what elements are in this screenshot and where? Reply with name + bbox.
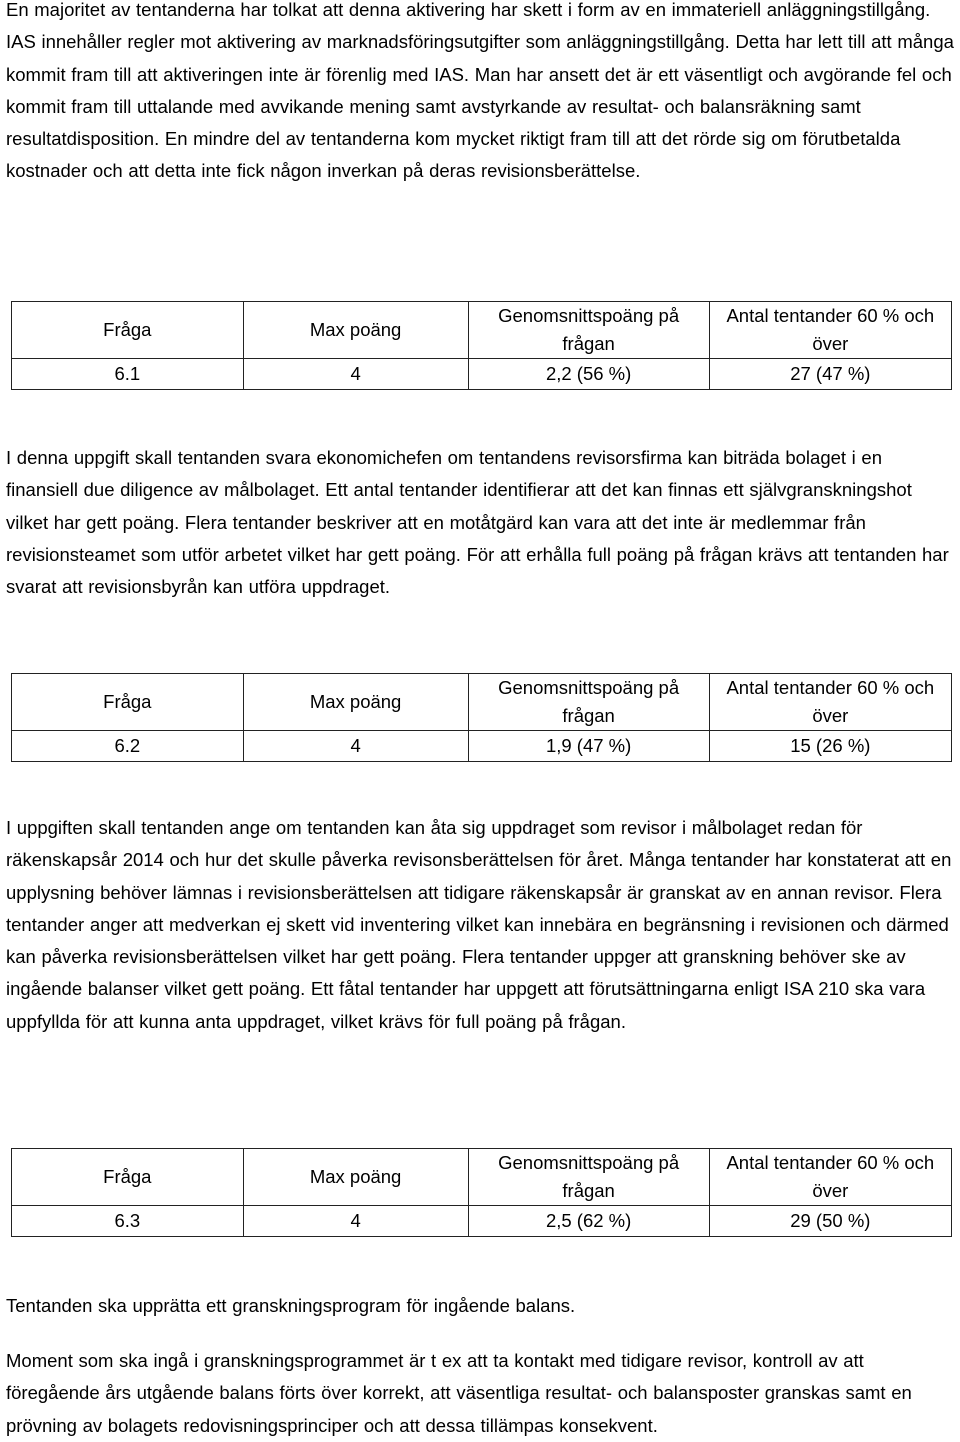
cell-max-poang: 4: [243, 1206, 468, 1237]
cell-fraga: 6.3: [12, 1206, 244, 1237]
cell-antal-tentander: 27 (47 %): [709, 359, 951, 390]
header-max-poang: Max poäng: [243, 674, 468, 731]
paragraph-moment: Moment som ska ingå i granskningsprogrammet är t ex att ta kontakt med tidigare revisor, kontroll av att föregående års utgående balans förts över korrekt, att väsentliga resultat- och balansposter granskas samt en prövning av bolagets redovisningsprinciper och att dessa tillämpas konsekvent.: [6, 1350, 912, 1436]
header-genomsnittspoang: Genomsnittspoäng på frågan: [468, 1149, 709, 1206]
cell-fraga: 6.1: [12, 359, 244, 390]
header-genomsnittspoang: Genomsnittspoäng på frågan: [468, 302, 709, 359]
table-header-row: [12, 1149, 952, 1206]
results-table-6-1: [11, 301, 952, 390]
header-antal-tentander: Antal tentander 60 % och över: [709, 302, 951, 359]
paragraph-granskningsprogram: Tentanden ska upprätta ett granskningsprogram för ingående balans.: [6, 1295, 576, 1316]
table-row: [12, 731, 952, 762]
table-row: [12, 1206, 952, 1237]
cell-antal-tentander: 15 (26 %): [709, 731, 951, 762]
table-header-row: [12, 674, 952, 731]
header-fraga: Fråga: [12, 302, 244, 359]
paragraph-aktivering: En majoritet av tentanderna har tolkat att denna aktivering har skett i form av en immateriell anläggningstillgång. IAS innehåller regler mot aktivering av marknadsföringsutgifter som anläggningstillgång. Detta har lett till att många kommit fram till att aktiveringen inte är förenlig med IAS. Man har ansett det är ett väsentligt och avgörande fel och kommit fram till uttalande med avvikande mening samt avstyrkande av resultat- och balansräkning samt resultatdisposition. En mindre del av tentanderna kom mycket riktigt fram till att det rörde sig om förutbetalda kostnader och att detta inte fick någon inverkan på deras revisionsberättelse.: [6, 0, 954, 182]
header-genomsnittspoang: Genomsnittspoäng på frågan: [468, 674, 709, 731]
header-max-poang: Max poäng: [243, 302, 468, 359]
table-row: [12, 359, 952, 390]
paragraph-due-diligence: I denna uppgift skall tentanden svara ekonomichefen om tentandens revisorsfirma kan biträda bolaget i en finansiell due diligence av målbolaget. Ett antal tentander identifierar att det kan finnas ett självgranskningshot vilket har gett poäng. Flera tentander beskriver att en motåtgärd kan vara att det inte är medlemmar från revisionsteamet som utför arbetet vilket har gett poäng. För att erhålla full poäng på frågan krävs att tentanden har svarat att revisionsbyrån kan utföra uppdraget.: [6, 447, 949, 598]
results-table-6-2: [11, 673, 952, 762]
header-antal-tentander: Antal tentander 60 % och över: [709, 1149, 951, 1206]
cell-antal-tentander: 29 (50 %): [709, 1206, 951, 1237]
header-fraga: Fråga: [12, 674, 244, 731]
paragraph-revisor-uppdrag: I uppgiften skall tentanden ange om tentanden kan åta sig uppdraget som revisor i målbolaget redan för räkenskapsår 2014 och hur det skulle påverka revisonsberättelsen för året. Många tentander har konstaterat att en upplysning behöver lämnas i revisionsberättelsen att tidigare räkenskapsår är granskat av en annan revisor. Flera tentander anger att medverkan ej skett vid inventering vilket kan innebära en begränsning i revisionen och därmed kan påverka revisionsberättelsen vilket har gett poäng. Flera tentander uppger att granskning behöver ske av ingående balanser vilket gett poäng. Ett fåtal tentander har uppgett att förutsättningarna enligt ISA 210 ska vara uppfyllda för att kunna anta uppdraget, vilket krävs för full poäng på frågan.: [6, 817, 952, 1032]
table-header-row: [12, 302, 952, 359]
header-antal-tentander: Antal tentander 60 % och över: [709, 674, 951, 731]
cell-max-poang: 4: [243, 359, 468, 390]
header-fraga: Fråga: [12, 1149, 244, 1206]
cell-max-poang: 4: [243, 731, 468, 762]
cell-genomsnittspoang: 2,2 (56 %): [468, 359, 709, 390]
cell-fraga: 6.2: [12, 731, 244, 762]
cell-genomsnittspoang: 1,9 (47 %): [468, 731, 709, 762]
results-table-6-3: [11, 1148, 952, 1237]
header-max-poang: Max poäng: [243, 1149, 468, 1206]
cell-genomsnittspoang: 2,5 (62 %): [468, 1206, 709, 1237]
